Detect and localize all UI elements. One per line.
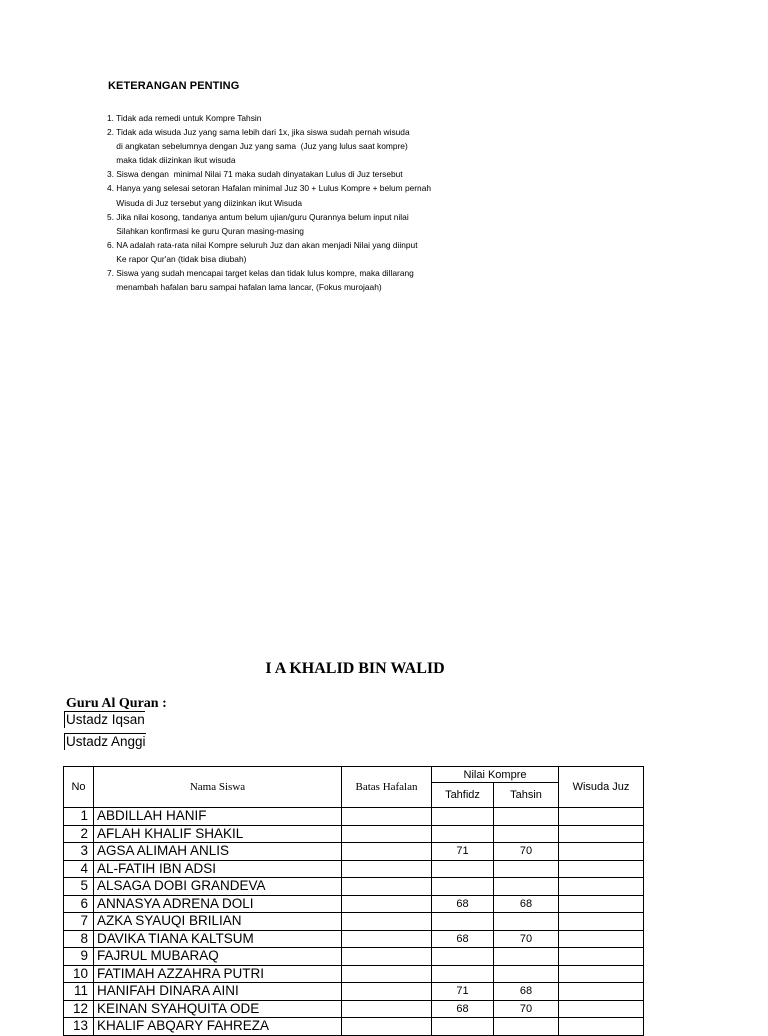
cell-nama: ABDILLAH HANIF — [94, 808, 342, 826]
cell-batas — [342, 930, 432, 948]
cell-tahsin — [494, 860, 559, 878]
table-row — [64, 1018, 644, 1036]
table-row — [64, 965, 644, 983]
cell-tahsin — [494, 808, 559, 826]
table-row — [64, 983, 644, 1001]
cell-tahfidz: 68 — [432, 1000, 494, 1018]
cell-wisuda — [559, 1018, 644, 1036]
col-header-nilai-kompre: Nilai Kompre — [432, 767, 559, 783]
cell-no: 12 — [64, 1000, 94, 1018]
col-header-wisuda: Wisuda Juz — [559, 767, 644, 808]
col-header-tahsin: Tahsin — [494, 783, 559, 808]
table-row — [64, 1000, 644, 1018]
cell-tahsin — [494, 825, 559, 843]
cell-tahfidz — [432, 948, 494, 966]
table-row — [64, 808, 644, 826]
cell-no: 9 — [64, 948, 94, 966]
note-line: 6. NA adalah rata-rata nilai Kompre seluruh Juz dan akan menjadi Nilai yang diinput — [107, 239, 418, 250]
cell-no: 11 — [64, 983, 94, 1001]
cell-wisuda — [559, 913, 644, 931]
cell-tahsin: 68 — [494, 983, 559, 1001]
cell-batas — [342, 878, 432, 896]
note-line: 1. Tidak ada remedi untuk Kompre Tahsin — [107, 113, 262, 123]
cell-no: 4 — [64, 860, 94, 878]
cell-nama: HANIFAH DINARA AINI — [94, 983, 342, 1001]
note-line: 5. Jika nilai kosong, tandanya antum belum ujian/guru Qurannya belum input nilai — [107, 211, 409, 222]
note-line: 2. Tidak ada wisuda Juz yang sama lebih dari 1x, jika siswa sudah pernah wisuda — [107, 127, 410, 138]
note-line: Wisuda di Juz tersebut yang diizinkan ikut Wisuda — [107, 197, 303, 208]
cell-nama: ANNASYA ADRENA DOLI — [94, 895, 342, 913]
notes-list — [107, 111, 527, 294]
grades-body — [64, 808, 644, 1036]
cell-batas — [342, 1018, 432, 1036]
cell-batas — [342, 913, 432, 931]
cell-tahfidz — [432, 913, 494, 931]
guru-label: Guru Al Quran : — [66, 696, 167, 711]
note-line: Silahkan konfirmasi ke guru Quran masing-masing — [107, 225, 304, 236]
cell-nama: AGSA ALIMAH ANLIS — [94, 843, 342, 861]
cell-wisuda — [559, 948, 644, 966]
cell-batas — [342, 825, 432, 843]
cell-tahfidz: 71 — [432, 983, 494, 1001]
notes-title: KETERANGAN PENTING — [108, 80, 240, 92]
cell-nama: KEINAN SYAHQUITA ODE — [94, 1000, 342, 1018]
cell-tahfidz: 68 — [432, 895, 494, 913]
table-row — [64, 948, 644, 966]
cell-tahsin — [494, 878, 559, 896]
cell-tahfidz — [432, 878, 494, 896]
cell-tahsin — [494, 948, 559, 966]
note-line: maka tidak diizinkan ikut wisuda — [107, 155, 236, 166]
table-row — [64, 930, 644, 948]
cell-tahsin — [494, 965, 559, 983]
cell-wisuda — [559, 983, 644, 1001]
note-line: Ke rapor Qur'an (tidak bisa diubah) — [107, 253, 247, 264]
cell-nama: AL-FATIH IBN ADSI — [94, 860, 342, 878]
cell-batas — [342, 860, 432, 878]
col-header-batas: Batas Hafalan — [342, 767, 432, 808]
cell-tahsin: 70 — [494, 1000, 559, 1018]
cell-wisuda — [559, 843, 644, 861]
cell-no: 1 — [64, 808, 94, 826]
cell-batas — [342, 895, 432, 913]
col-header-tahfidz: Tahfidz — [432, 783, 494, 808]
cell-tahsin: 70 — [494, 843, 559, 861]
cell-tahfidz — [432, 860, 494, 878]
teacher-name: Ustadz Iqsan — [66, 712, 145, 727]
note-line: 7. Siswa yang sudah mencapai target kelas dan tidak lulus kompre, maka dillarang — [107, 268, 414, 279]
grades-table — [63, 766, 644, 1036]
cell-no: 6 — [64, 895, 94, 913]
cell-wisuda — [559, 808, 644, 826]
cell-tahfidz — [432, 825, 494, 843]
cell-tahsin — [494, 913, 559, 931]
cell-wisuda — [559, 825, 644, 843]
cell-nama: FATIMAH AZZAHRA PUTRI — [94, 965, 342, 983]
cell-nama: DAVIKA TIANA KALTSUM — [94, 930, 342, 948]
table-row — [64, 860, 644, 878]
note-line: menambah hafalan baru sampai hafalan lama lancar, (Fokus murojaah) — [107, 282, 382, 293]
cell-no: 7 — [64, 913, 94, 931]
note-line: di angkatan sebelumnya dengan Juz yang sama (Juz yang lulus saat kompre) — [107, 141, 408, 152]
table-row — [64, 878, 644, 896]
cell-tahsin: 68 — [494, 895, 559, 913]
cell-wisuda — [559, 860, 644, 878]
cell-tahfidz — [432, 965, 494, 983]
cell-nama: KHALIF ABQARY FAHREZA — [94, 1018, 342, 1036]
teacher-name: Ustadz Anggi — [66, 734, 146, 749]
col-header-nama: Nama Siswa — [94, 767, 342, 808]
cell-tahfidz — [432, 808, 494, 826]
cell-no: 3 — [64, 843, 94, 861]
cell-no: 13 — [64, 1018, 94, 1036]
cell-wisuda — [559, 965, 644, 983]
cell-nama: AFLAH KHALIF SHAKIL — [94, 825, 342, 843]
col-header-no: No — [64, 767, 94, 808]
cell-no: 5 — [64, 878, 94, 896]
cell-batas — [342, 948, 432, 966]
cell-nama: AZKA SYAUQI BRILIAN — [94, 913, 342, 931]
cell-wisuda — [559, 1000, 644, 1018]
cell-tahfidz: 71 — [432, 843, 494, 861]
cell-batas — [342, 843, 432, 861]
cell-tahsin: 70 — [494, 930, 559, 948]
cell-tahsin — [494, 1018, 559, 1036]
class-title: I A KHALID BIN WALID — [265, 660, 445, 677]
cell-no: 10 — [64, 965, 94, 983]
cell-nama: ALSAGA DOBI GRANDEVA — [94, 878, 342, 896]
cell-wisuda — [559, 878, 644, 896]
table-row — [64, 895, 644, 913]
cell-batas — [342, 1000, 432, 1018]
table-row — [64, 913, 644, 931]
table-row — [64, 843, 644, 861]
cell-batas — [342, 965, 432, 983]
cell-nama: FAJRUL MUBARAQ — [94, 948, 342, 966]
cell-no: 8 — [64, 930, 94, 948]
cell-wisuda — [559, 895, 644, 913]
cell-wisuda — [559, 930, 644, 948]
cell-no: 2 — [64, 825, 94, 843]
cell-batas — [342, 808, 432, 826]
note-line: 3. Siswa dengan minimal Nilai 71 maka sudah dinyatakan Lulus di Juz tersebut — [107, 169, 403, 180]
cell-tahfidz: 68 — [432, 930, 494, 948]
cell-batas — [342, 983, 432, 1001]
table-row — [64, 825, 644, 843]
note-line: 4. Hanya yang selesai setoran Hafalan minimal Juz 30 + Lulus Kompre + belum pernah — [107, 183, 432, 194]
cell-tahfidz — [432, 1018, 494, 1036]
